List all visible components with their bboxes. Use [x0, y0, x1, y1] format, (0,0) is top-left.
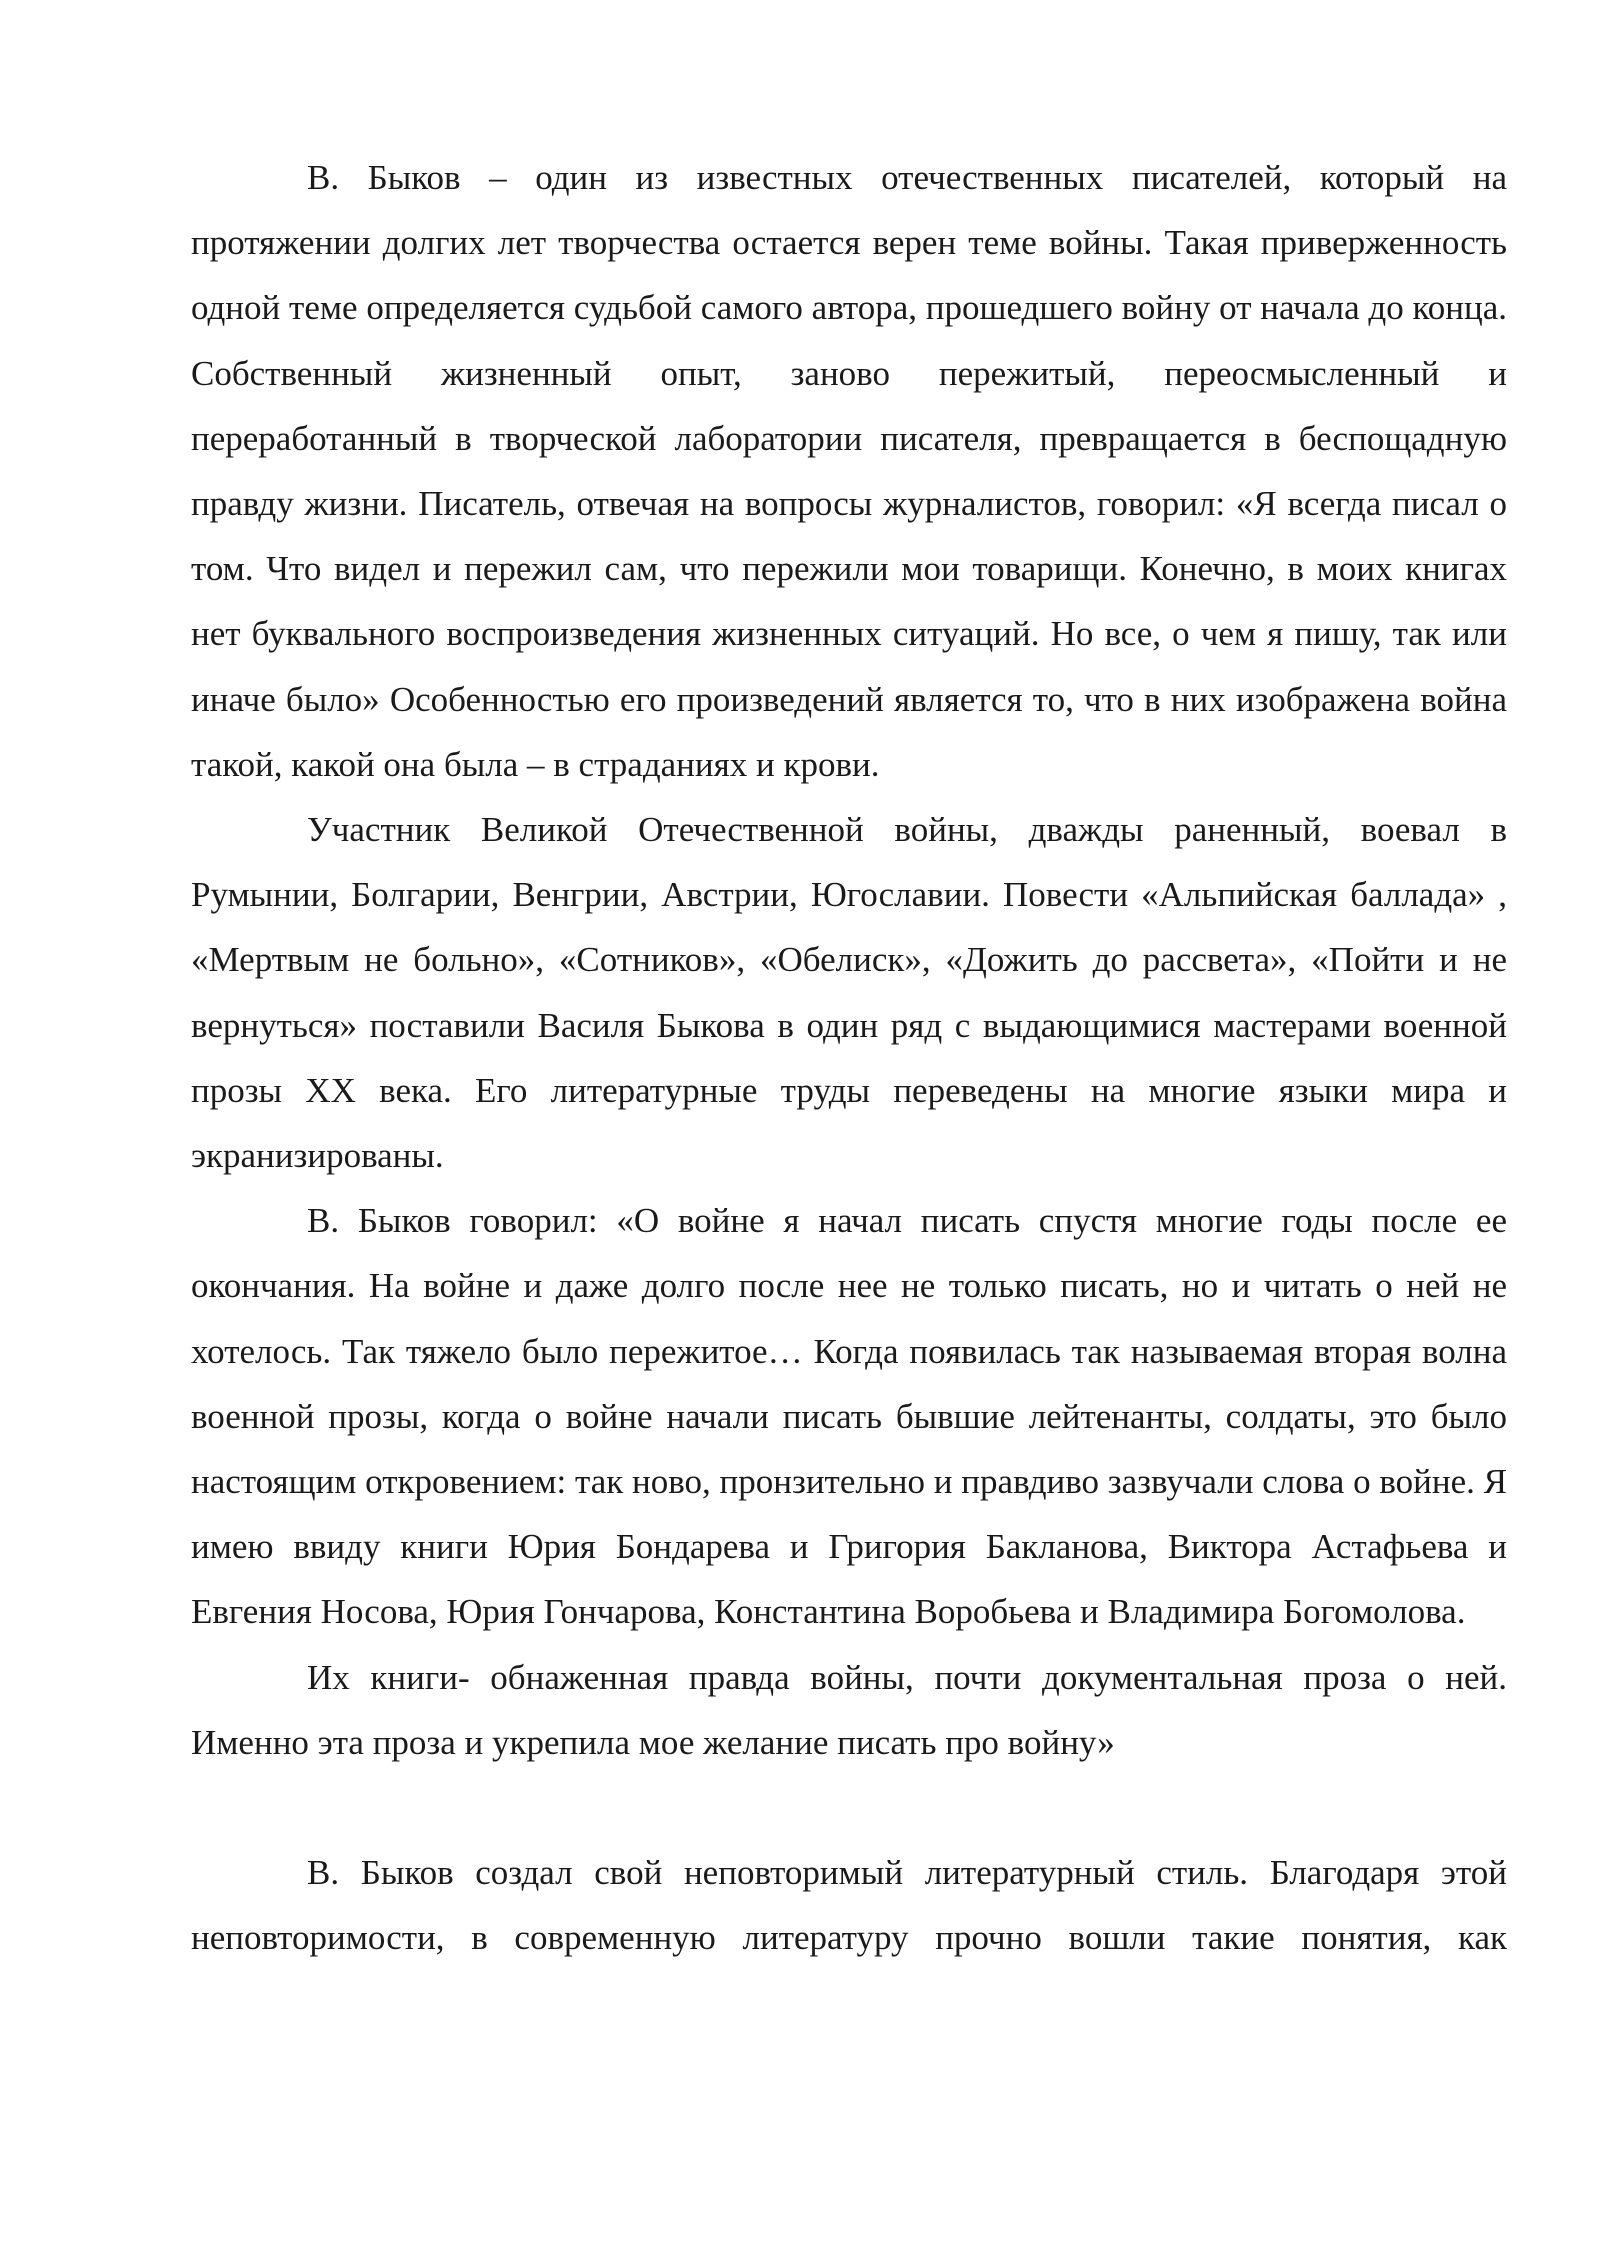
paragraph-gap [191, 1775, 1507, 1840]
paragraph-4: Их книги- обнаженная правда войны, почти документальная проза о ней. Именно эта проза и укрепила мое желание писать про войну» [191, 1657, 1507, 1762]
paragraph-3: В. Быков говорил: «О войне я начал писать спустя многие годы после ее окончания. На войне и даже долго после нее не только писать, но и читать о ней не хотелось. Так тяжело было пережитое… Когда появилась так называемая вторая волна военной прозы, когда о войне начали писать бывшие лейтенанты, солдаты, это было настоящим откровением: так ново, пронзительно и правдиво зазвучали слова о войне. Я имею ввиду книги Юрия Бондарева и Григория Бакланова, Виктора Астафьева и Евгения Носова, Юрия Гончарова, Константина Воробьева и Владимира Богомолова. [191, 1201, 1507, 1632]
document-body [191, 145, 1507, 1971]
paragraph-1: В. Быков – один из известных отечественных писателей, который на протяжении долгих лет творчества остается верен теме войны. Такая приверженность одной теме определяется судьбой самого автора, прошедшего войну от начала до конца. Собственный жизненный опыт, заново пережитый, переосмысленный и переработанный в творческой лаборатории писателя, превращается в беспощадную правду жизни. Писатель, отвечая на вопросы журналистов, говорил: «Я всегда писал о том. Что видел и пережил сам, что пережили мои товарищи. Конечно, в моих книгах нет буквального воспроизведения жизненных ситуаций. Но все, о чем я пишу, так или иначе было» Особенностью его произведений является то, что в них изображена война такой, какой она была – в страданиях и крови. [191, 158, 1507, 784]
paragraph-2: Участник Великой Отечественной войны, дважды раненный, воевал в Румынии, Болгарии, Венгрии, Австрии, Югославии. Повести «Альпийская баллада» , «Мертвым не больно», «Сотников», «Обелиск», «Дожить до рассвета», «Пойти и не вернуться» поставили Василя Быкова в один ряд с выдающимися мастерами военной прозы XX века. Его литературные труды переведены на многие языки мира и экранизированы. [191, 810, 1507, 1176]
paragraph-5: В. Быков создал свой неповторимый литературный стиль. Благодаря этой неповторимости, в современную литературу прочно вошли такие понятия, как [191, 1853, 1507, 1958]
